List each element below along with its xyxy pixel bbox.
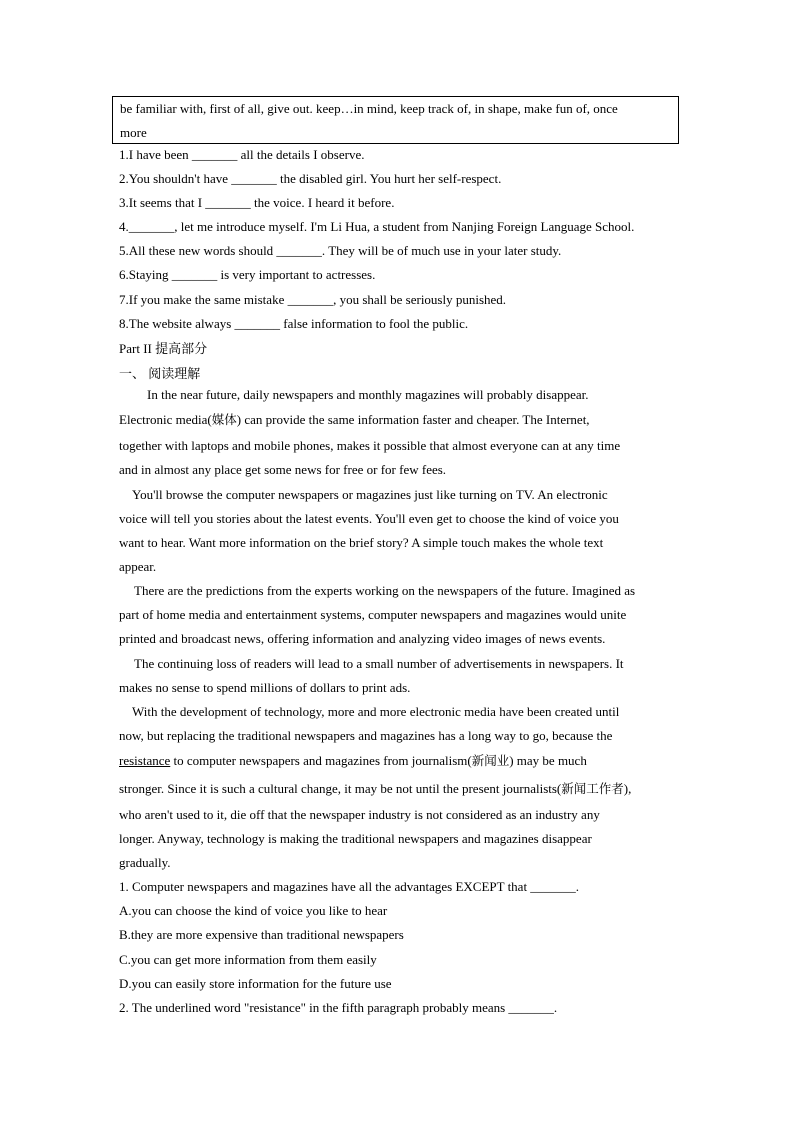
word-bank-line-2: more (120, 125, 147, 140)
question-1-option-d: D.you can easily store information for the future use (119, 976, 392, 991)
part-two-heading: Part II 提高部分 (119, 341, 208, 356)
exercise-item-6: 6.Staying _______ is very important to actresses. (119, 267, 376, 282)
exercise-item-3: 3.It seems that I _______ the voice. I heard it before. (119, 195, 395, 210)
question-1-stem: 1. Computer newspapers and magazines have all the advantages EXCEPT that _______. (119, 879, 580, 894)
passage-p4-line-2: makes no sense to spend millions of dollars to print ads. (119, 680, 411, 695)
passage-p2-line-2: voice will tell you stories about the latest events. You'll even get to choose the kind of voice you (119, 511, 619, 526)
passage-p5-line-4: stronger. Since it is such a cultural change, it may be not until the present journalists(新闻工作者), (119, 781, 632, 796)
passage-p3-line-1: There are the predictions from the experts working on the newspapers of the future. Imagined as (134, 583, 636, 598)
question-2-stem: 2. The underlined word "resistance" in the fifth paragraph probably means _______. (119, 1000, 558, 1015)
question-1-option-a: A.you can choose the kind of voice you like to hear (119, 903, 388, 918)
exercise-item-1: 1.I have been _______ all the details I observe. (119, 147, 365, 162)
passage-p3-line-3: printed and broadcast news, offering information and analyzing video images of news events. (119, 631, 606, 646)
passage-p3-line-2: part of home media and entertainment systems, computer newspapers and magazines would unite (119, 607, 627, 622)
reading-section-heading: 一、 阅读理解 (119, 366, 201, 381)
exercise-item-7: 7.If you make the same mistake _______, you shall be seriously punished. (119, 292, 507, 307)
passage-p1-line-4: and in almost any place get some news for free or for few fees. (119, 462, 447, 477)
passage-p2-line-3: want to hear. Want more information on the brief story? A simple touch makes the whole text (119, 535, 604, 550)
passage-p2-line-1: You'll browse the computer newspapers or magazines just like turning on TV. An electronic (132, 487, 608, 502)
passage-p5-line-7: gradually. (119, 855, 171, 870)
exercise-item-5: 5.All these new words should _______. They will be of much use in your later study. (119, 243, 562, 258)
passage-p5-line-1: With the development of technology, more and more electronic media have been created until (132, 704, 620, 719)
question-1-option-c: C.you can get more information from them easily (119, 952, 377, 967)
exercise-item-8: 8.The website always _______ false information to fool the public. (119, 316, 469, 331)
word-bank-box (112, 96, 679, 144)
passage-p5-line-5: who aren't used to it, die off that the newspaper industry is not considered as an industry any (119, 807, 600, 822)
passage-p5-line-3: resistance to computer newspapers and magazines from journalism(新闻业) may be much (119, 753, 587, 768)
passage-p4-line-1: The continuing loss of readers will lead to a small number of advertisements in newspapers. It (134, 656, 624, 671)
exercise-item-4: 4._______, let me introduce myself. I'm Li Hua, a student from Nanjing Foreign Language School. (119, 219, 635, 234)
underlined-word-resistance: resistance (119, 753, 171, 768)
passage-p1-line-2: Electronic media(媒体) can provide the same information faster and cheaper. The Internet, (119, 412, 590, 427)
passage-p1-line-1: In the near future, daily newspapers and monthly magazines will probably disappear. (147, 387, 589, 402)
exercise-item-2: 2.You shouldn't have _______ the disabled girl. You hurt her self-respect. (119, 171, 502, 186)
question-1-option-b: B.they are more expensive than traditional newspapers (119, 927, 404, 942)
passage-p5-line-2: now, but replacing the traditional newspapers and magazines has a long way to go, because the (119, 728, 613, 743)
word-bank-line-1: be familiar with, first of all, give out. keep…in mind, keep track of, in shape, make fun of, once (120, 101, 618, 116)
passage-p2-line-4: appear. (119, 559, 157, 574)
passage-p5-line-6: longer. Anyway, technology is making the traditional newspapers and magazines disappear (119, 831, 592, 846)
passage-p1-line-3: together with laptops and mobile phones, makes it possible that almost everyone can at any time (119, 438, 621, 453)
